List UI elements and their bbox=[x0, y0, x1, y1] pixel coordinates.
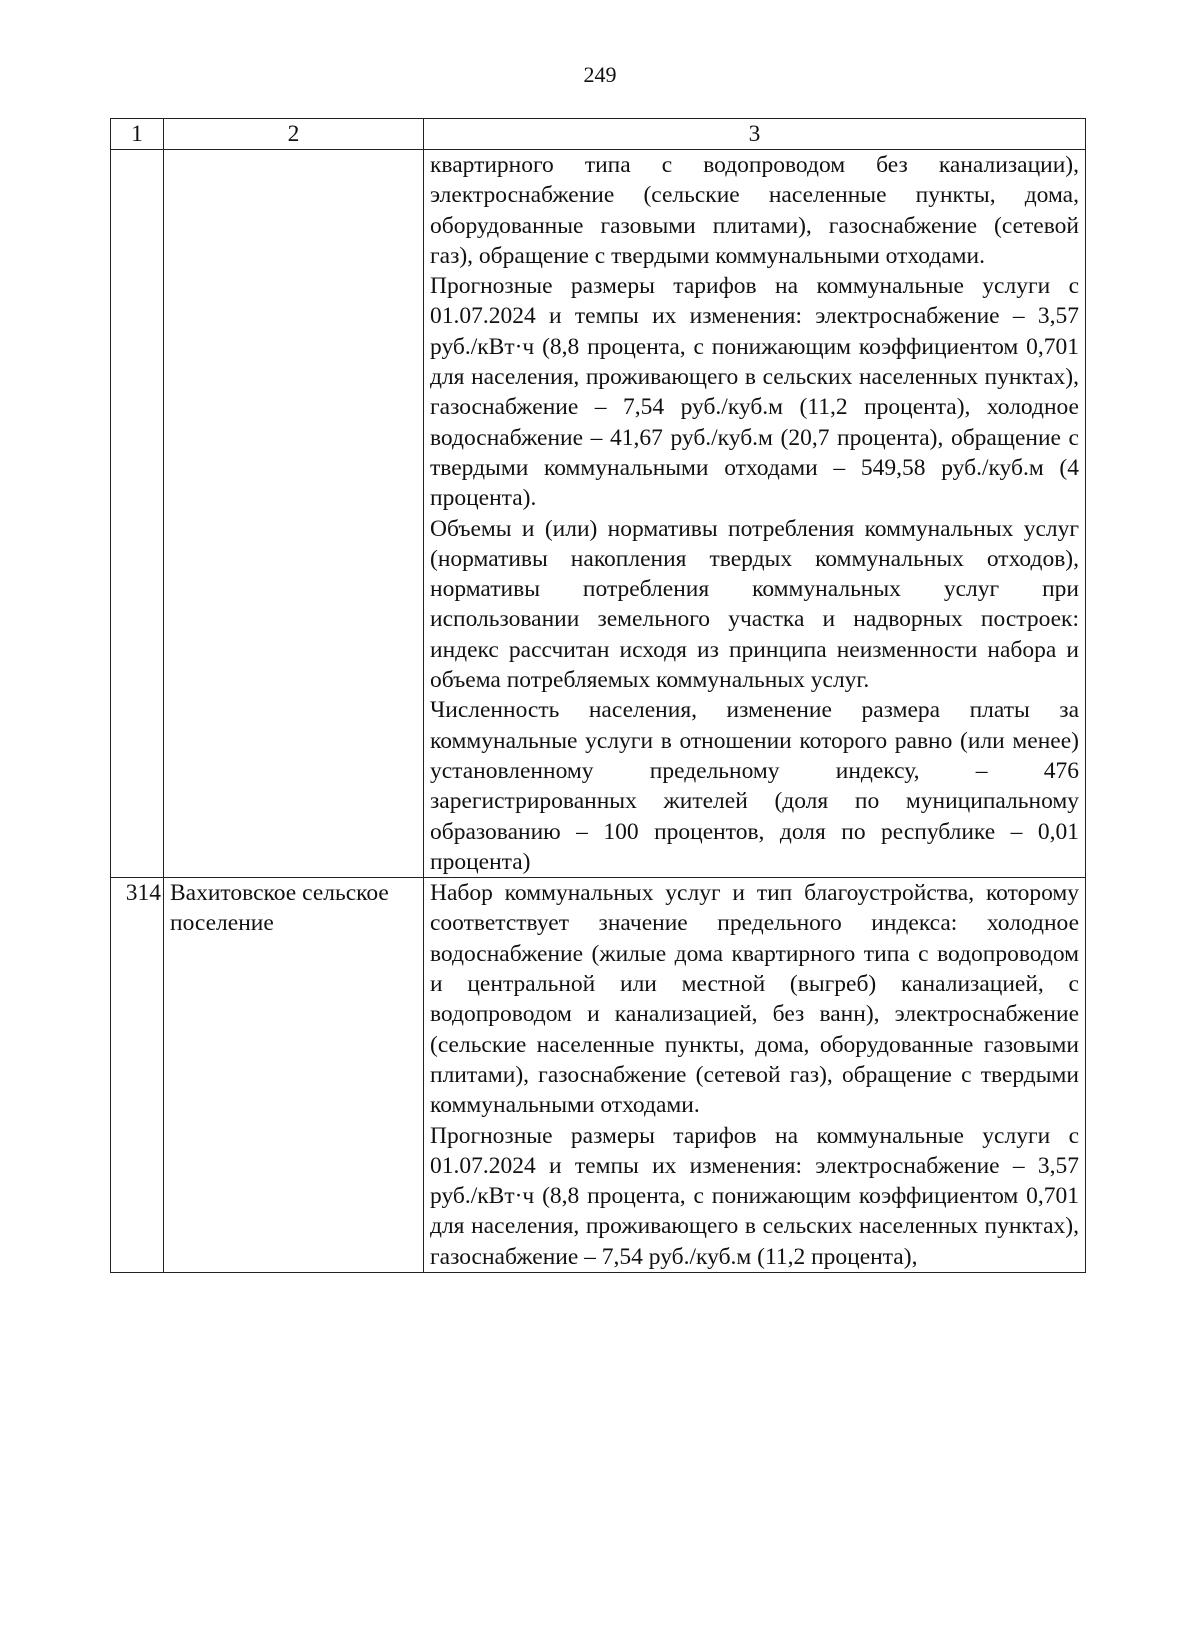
table-row bbox=[111, 150, 1086, 878]
description-paragraph: Набор коммунальных услуг и тип благоустройства, которому соответствует значение предельного индекса: холодное водоснабжение (жилые дома квартирного типа с водопроводом и центральной или местной (выгреб) канализацией, с водопроводом и канализацией, без ванн), электроснабжение (сельские населенные пункты, дома, оборудованные газовыми плитами), газоснабжение (сетевой газ), обращение с твердыми коммунальными отходами. bbox=[430, 880, 1079, 1119]
header-cell-1: 1 bbox=[111, 119, 164, 150]
description-cell bbox=[424, 878, 1086, 1273]
description-paragraph: Численность населения, изменение размера платы за коммунальные услуги в отношении которого равно (или менее) установленному предельному индексу, – 476 зарегистрированных жителей (доля по муниципальному образованию – 100 процентов, доля по республике – 0,01 процента) bbox=[430, 697, 1079, 875]
row-number: 314 bbox=[111, 878, 164, 1273]
header-cell-2: 2 bbox=[164, 119, 424, 150]
description-cell bbox=[424, 150, 1086, 878]
description-paragraph: Объемы и (или) нормативы потребления коммунальных услуг (нормативы накопления твердых коммунальных отходов), нормативы потребления коммунальных услуг при использовании земельного участка и надворных построек: индекс рассчитан исходя из принципа неизменности набора и объема потребляемых коммунальных услуг. bbox=[430, 515, 1079, 694]
settlement-name bbox=[164, 150, 424, 878]
table-header-row bbox=[111, 119, 1086, 150]
description-paragraph: квартирного типа с водопроводом без канализации), электроснабжение (сельские населенные пункты, дома, оборудованные газовыми плитами), газоснабжение (сетевой газ), обращение с твердыми коммунальными отходами. bbox=[430, 152, 1079, 269]
settlement-name: Вахитовское сельское поселение bbox=[164, 878, 424, 1273]
description-paragraph: Прогнозные размеры тарифов на коммунальные услуги с 01.07.2024 и темпы их изменения: электроснабжение – 3,57 руб./кВт·ч (8,8 процента, с понижающим коэффициентом 0,701 для населения, проживающего в сельских населенных пунктах), газоснабжение – 7,54 руб./куб.м (11,2 процента), холодное водоснабжение – 41,67 руб./куб.м (20,7 процента), обращение с твердыми коммунальными отходами – 549,58 руб./куб.м (4 процента). bbox=[430, 273, 1079, 512]
page-number: 249 bbox=[583, 62, 617, 87]
table-row bbox=[111, 878, 1086, 1273]
description-paragraph: Прогнозные размеры тарифов на коммунальные услуги с 01.07.2024 и темпы их изменения: электроснабжение – 3,57 руб./кВт·ч (8,8 процента, с понижающим коэффициентом 0,701 для населения, проживающего в сельских населенных пунктах), газоснабжение – 7,54 руб./куб.м (11,2 процента), bbox=[430, 1122, 1079, 1270]
row-number bbox=[111, 150, 164, 878]
document-table bbox=[110, 118, 1086, 1273]
header-cell-3: 3 bbox=[424, 119, 1086, 150]
